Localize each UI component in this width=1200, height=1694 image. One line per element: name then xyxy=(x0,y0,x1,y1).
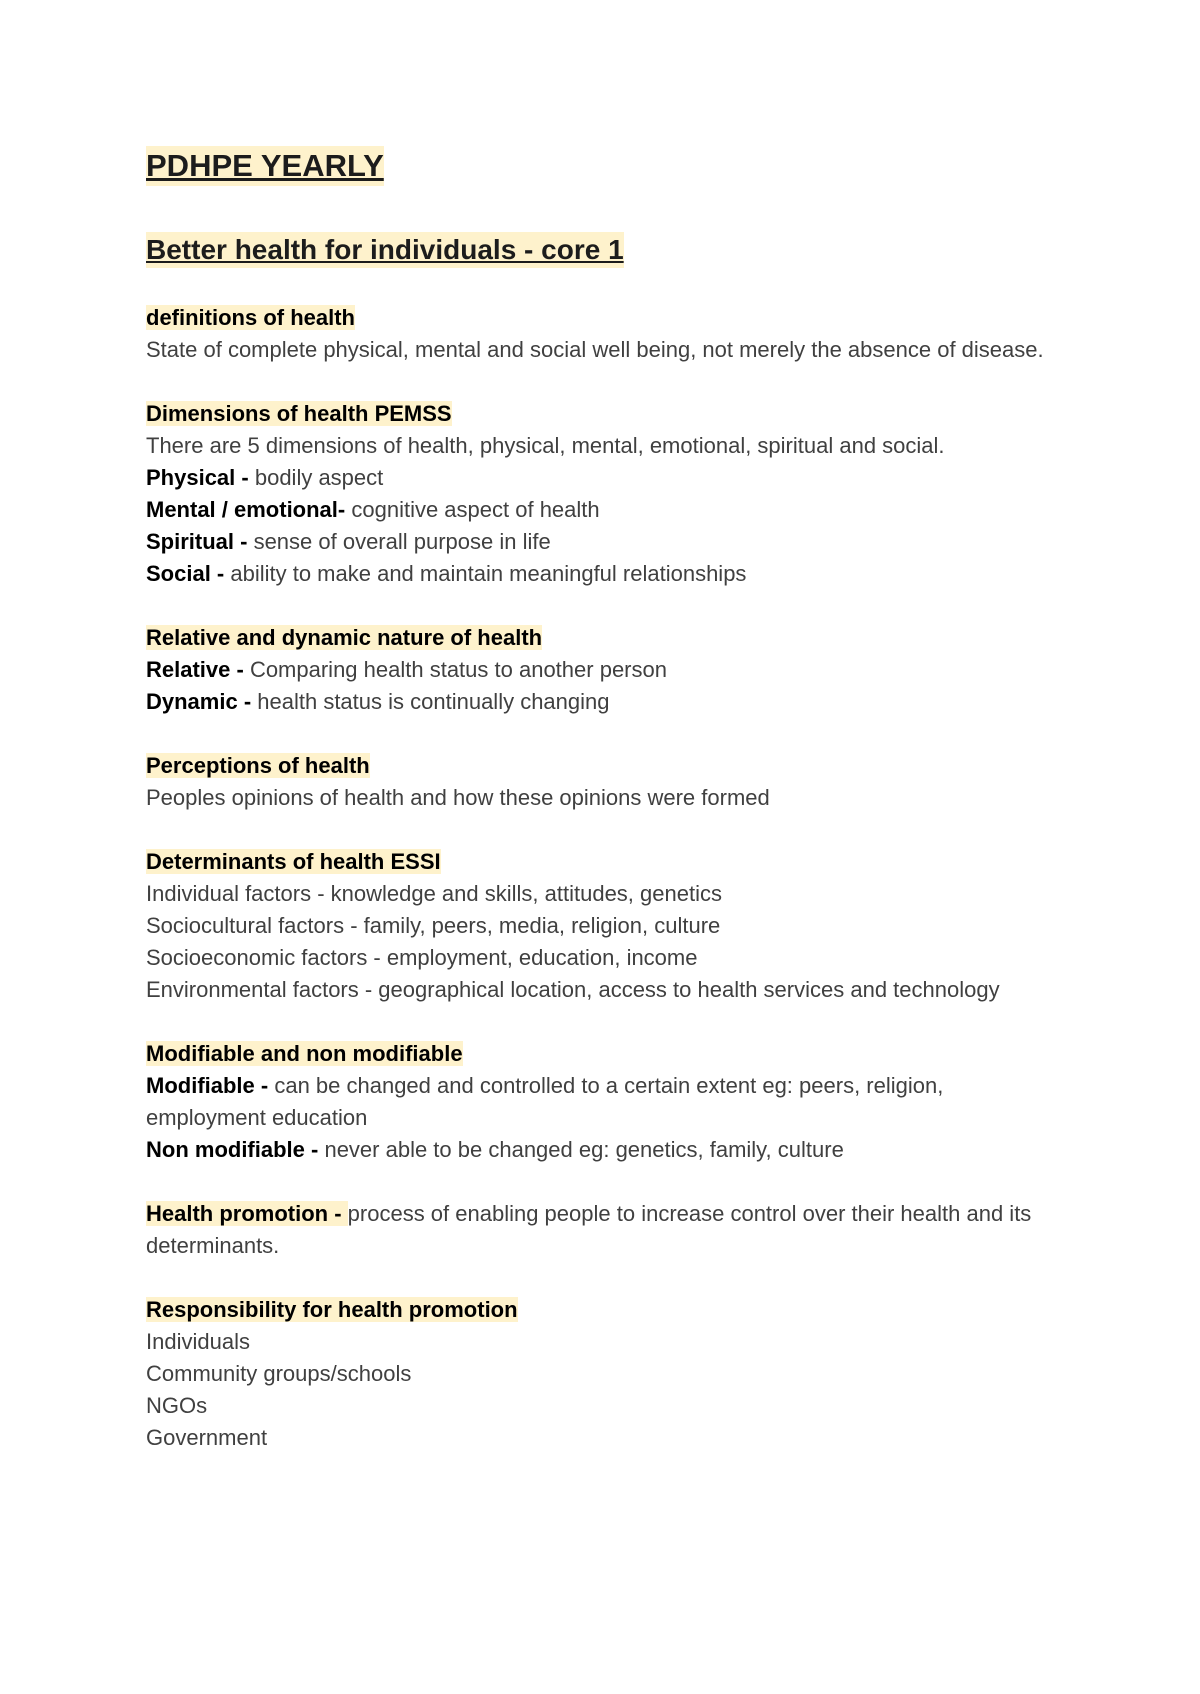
list-item: Individuals xyxy=(146,1329,250,1354)
document-title: PDHPE YEARLY xyxy=(146,146,384,186)
term-label: Dynamic - xyxy=(146,689,258,714)
term-definition: sense of overall purpose in life xyxy=(253,529,551,554)
term-definition: bodily aspect xyxy=(254,465,384,490)
term-definition: health status is continually changing xyxy=(257,689,610,714)
list-item: NGOs xyxy=(146,1393,208,1418)
section-text: State of complete physical, mental and social well being, not merely the absence of disease. xyxy=(146,337,1044,362)
section-heading: Determinants of health ESSI xyxy=(146,849,441,874)
list-item: Environmental factors - geographical location, access to health services and technology xyxy=(146,977,1000,1002)
list-item xyxy=(146,686,1066,718)
term-label: Modifiable - xyxy=(146,1073,275,1098)
section-determinants xyxy=(146,846,1066,1006)
list-item xyxy=(146,558,1066,590)
list-item: Sociocultural factors - family, peers, media, religion, culture xyxy=(146,913,721,938)
section-text: process of enabling people to increase control over their health and its determinants. xyxy=(146,1201,1032,1258)
section-responsibility xyxy=(146,1294,1066,1454)
section-heading: Modifiable and non modifiable xyxy=(146,1041,463,1066)
subtitle-row xyxy=(146,232,1066,272)
section-heading: Perceptions of health xyxy=(146,753,370,778)
term-definition: ability to make and maintain meaningful relationships xyxy=(230,561,747,586)
term-label: Social - xyxy=(146,561,231,586)
term-label: Physical - xyxy=(146,465,255,490)
term-definition: Comparing health status to another person xyxy=(249,657,667,682)
term-definition: can be changed and controlled to a certain extent eg: peers, religion, employment education xyxy=(146,1073,944,1130)
term-label: Spiritual - xyxy=(146,529,254,554)
section-perceptions xyxy=(146,750,1066,814)
list-item xyxy=(146,1134,1066,1166)
list-item xyxy=(146,462,1066,494)
document-content xyxy=(146,146,1066,1454)
section-dimensions xyxy=(146,398,1066,590)
term-label: Non modifiable - xyxy=(146,1137,325,1162)
section-heading: definitions of health xyxy=(146,305,355,330)
section-relative-dynamic xyxy=(146,622,1066,718)
section-modifiable xyxy=(146,1038,1066,1166)
list-item: Socioeconomic factors - employment, education, income xyxy=(146,945,698,970)
section-heading: Dimensions of health PEMSS xyxy=(146,401,452,426)
term-definition: cognitive aspect of health xyxy=(351,497,600,522)
list-item xyxy=(146,494,1066,526)
list-item xyxy=(146,1070,1066,1134)
section-text: There are 5 dimensions of health, physical, mental, emotional, spiritual and social. xyxy=(146,433,945,458)
term-definition: never able to be changed eg: genetics, family, culture xyxy=(324,1137,844,1162)
section-text: Peoples opinions of health and how these opinions were formed xyxy=(146,785,770,810)
list-item xyxy=(146,1198,1066,1262)
list-item: Community groups/schools xyxy=(146,1361,412,1386)
list-item xyxy=(146,654,1066,686)
list-item: Individual factors - knowledge and skills, attitudes, genetics xyxy=(146,881,722,906)
list-item xyxy=(146,526,1066,558)
term-label: Relative - xyxy=(146,657,250,682)
document-subtitle: Better health for individuals - core 1 xyxy=(146,232,624,268)
section-heading: Health promotion - xyxy=(146,1201,348,1226)
term-label: Mental / emotional- xyxy=(146,497,352,522)
section-definitions xyxy=(146,302,1066,366)
section-heading: Responsibility for health promotion xyxy=(146,1297,518,1322)
list-item: Government xyxy=(146,1425,268,1450)
section-health-promotion xyxy=(146,1198,1066,1262)
section-heading: Relative and dynamic nature of health xyxy=(146,625,543,650)
title-row xyxy=(146,146,1066,186)
